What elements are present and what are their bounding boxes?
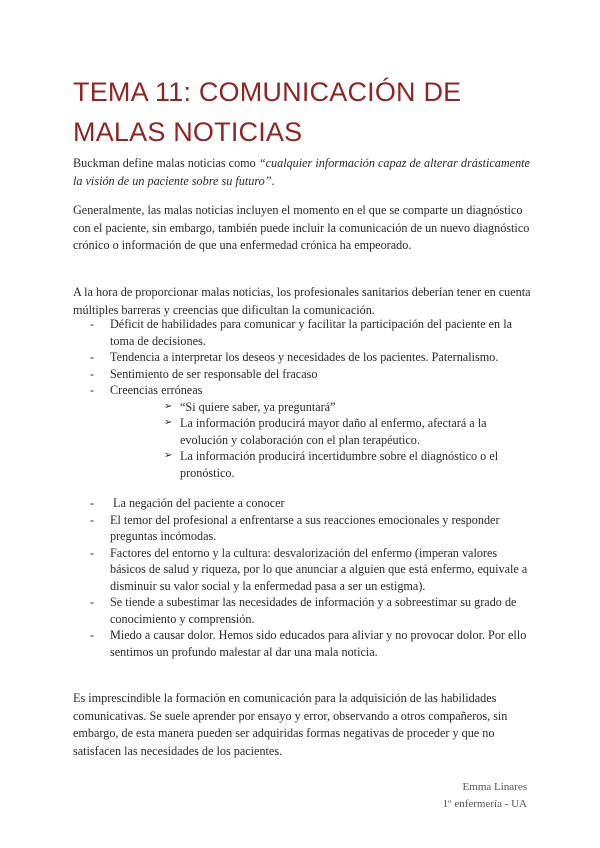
dash-marker: - <box>90 628 95 642</box>
arrow-bullet-icon: ➢ <box>164 400 173 412</box>
dash-marker: - <box>90 496 95 510</box>
dash-marker: - <box>90 350 95 364</box>
list-item <box>110 415 533 448</box>
intro-suffix: . <box>271 173 275 188</box>
list-item <box>110 448 533 481</box>
dash-marker: - <box>90 512 95 527</box>
list-item <box>73 366 533 383</box>
list-item-text: La información producirá mayor daño al enfermo, afectará a la evolución y colaboración con el plan terapéutico. <box>180 416 487 447</box>
list-item-text: Sentimiento de ser responsable del fracaso <box>110 366 318 381</box>
list-item-text: Déficit de habilidades para comunicar y facilitar la participación del paciente en la toma de decisiones. <box>110 317 512 348</box>
title-line-1: TEMA 11: COMUNICACIÓN DE <box>73 77 462 107</box>
list-item <box>110 399 533 416</box>
list-item <box>73 316 533 349</box>
paragraph-3: A la hora de proporcionar malas noticias, los profesionales sanitarios deberían tener en cuenta múltiples barreras y creencias que dificultan la comunicación. <box>73 285 531 317</box>
paragraph-2: Generalmente, las malas noticias incluyen el momento en el que se comparte un diagnóstico con el paciente, sin embargo, también puede incluir la comunicación de un nuevo diagnóstico crónico o información de que una enfermedad crónica ha empeorado. <box>73 203 530 252</box>
list-item <box>73 512 533 545</box>
beliefs-list <box>110 399 533 482</box>
footer-course: 1º enfermería - UA <box>442 798 527 810</box>
list-item-text: “Si quiere saber, ya preguntará” <box>180 399 336 414</box>
list-item-text: La negación del paciente a conocer <box>110 496 285 510</box>
dash-marker: - <box>90 383 95 397</box>
dash-marker: - <box>90 595 95 609</box>
list-item-text: Creencias erróneas <box>110 383 203 397</box>
list-item <box>73 349 533 366</box>
title-line-2: MALAS NOTICIAS <box>73 117 303 147</box>
arrow-bullet-icon: ➢ <box>164 450 173 461</box>
list-item-text: Miedo a causar dolor. Hemos sido educados para aliviar y no provocar dolor. Por ello sentimos un profundo malestar al dar una mala noticia. <box>110 628 527 659</box>
arrow-bullet-icon: ➢ <box>164 417 173 428</box>
intro-prefix: Buckman define malas noticias como <box>73 156 259 170</box>
dash-marker: - <box>90 545 95 560</box>
paragraph-4: Es imprescindible la formación en comunicación para la adquisición de las habilidades comunicativas. Se suele aprender por ensayo y error, observando a otros compañeros, sin embargo, de esta manera pueden ser adquiridas formas negativas de proceder y que no satisfacen las necesidades de los pacientes. <box>73 691 508 758</box>
list-item <box>73 495 533 512</box>
list-item-text: Factores del entorno y la cultura: desvalorización del enfermo (imperan valores básicos de salud y riqueza, por lo que anunciar a alguien que está enfermo, equivale a disminuir su valor social y la enfermedad pasa a ser un estigma). <box>110 545 528 593</box>
list-item-text: La información producirá incertidumbre sobre el diagnóstico o el pronóstico. <box>180 449 499 480</box>
list-item <box>73 627 533 660</box>
intro-quote: “cualquier información capaz de alterar drásticamente la visión de un paciente sobre su futuro” <box>73 156 530 188</box>
barriers-list-2 <box>73 495 533 660</box>
footer-author: Emma Linares <box>462 781 527 793</box>
list-item-text: Se tiende a subestimar las necesidades de información y a sobreestimar su grado de conocimiento y comprensión. <box>110 595 517 626</box>
list-item <box>73 382 533 481</box>
list-item <box>73 545 533 595</box>
list-item-text: El temor del profesional a enfrentarse a sus reacciones emocionales y responder preguntas incómodas. <box>110 512 500 543</box>
intro-paragraph <box>73 155 533 190</box>
dash-marker: - <box>90 366 95 381</box>
barriers-list <box>73 316 533 481</box>
dash-marker: - <box>90 317 95 331</box>
list-item-text: Tendencia a interpretar los deseos y necesidades de los pacientes. Paternalismo. <box>110 350 499 364</box>
page-title <box>73 72 543 152</box>
list-item <box>73 594 533 627</box>
